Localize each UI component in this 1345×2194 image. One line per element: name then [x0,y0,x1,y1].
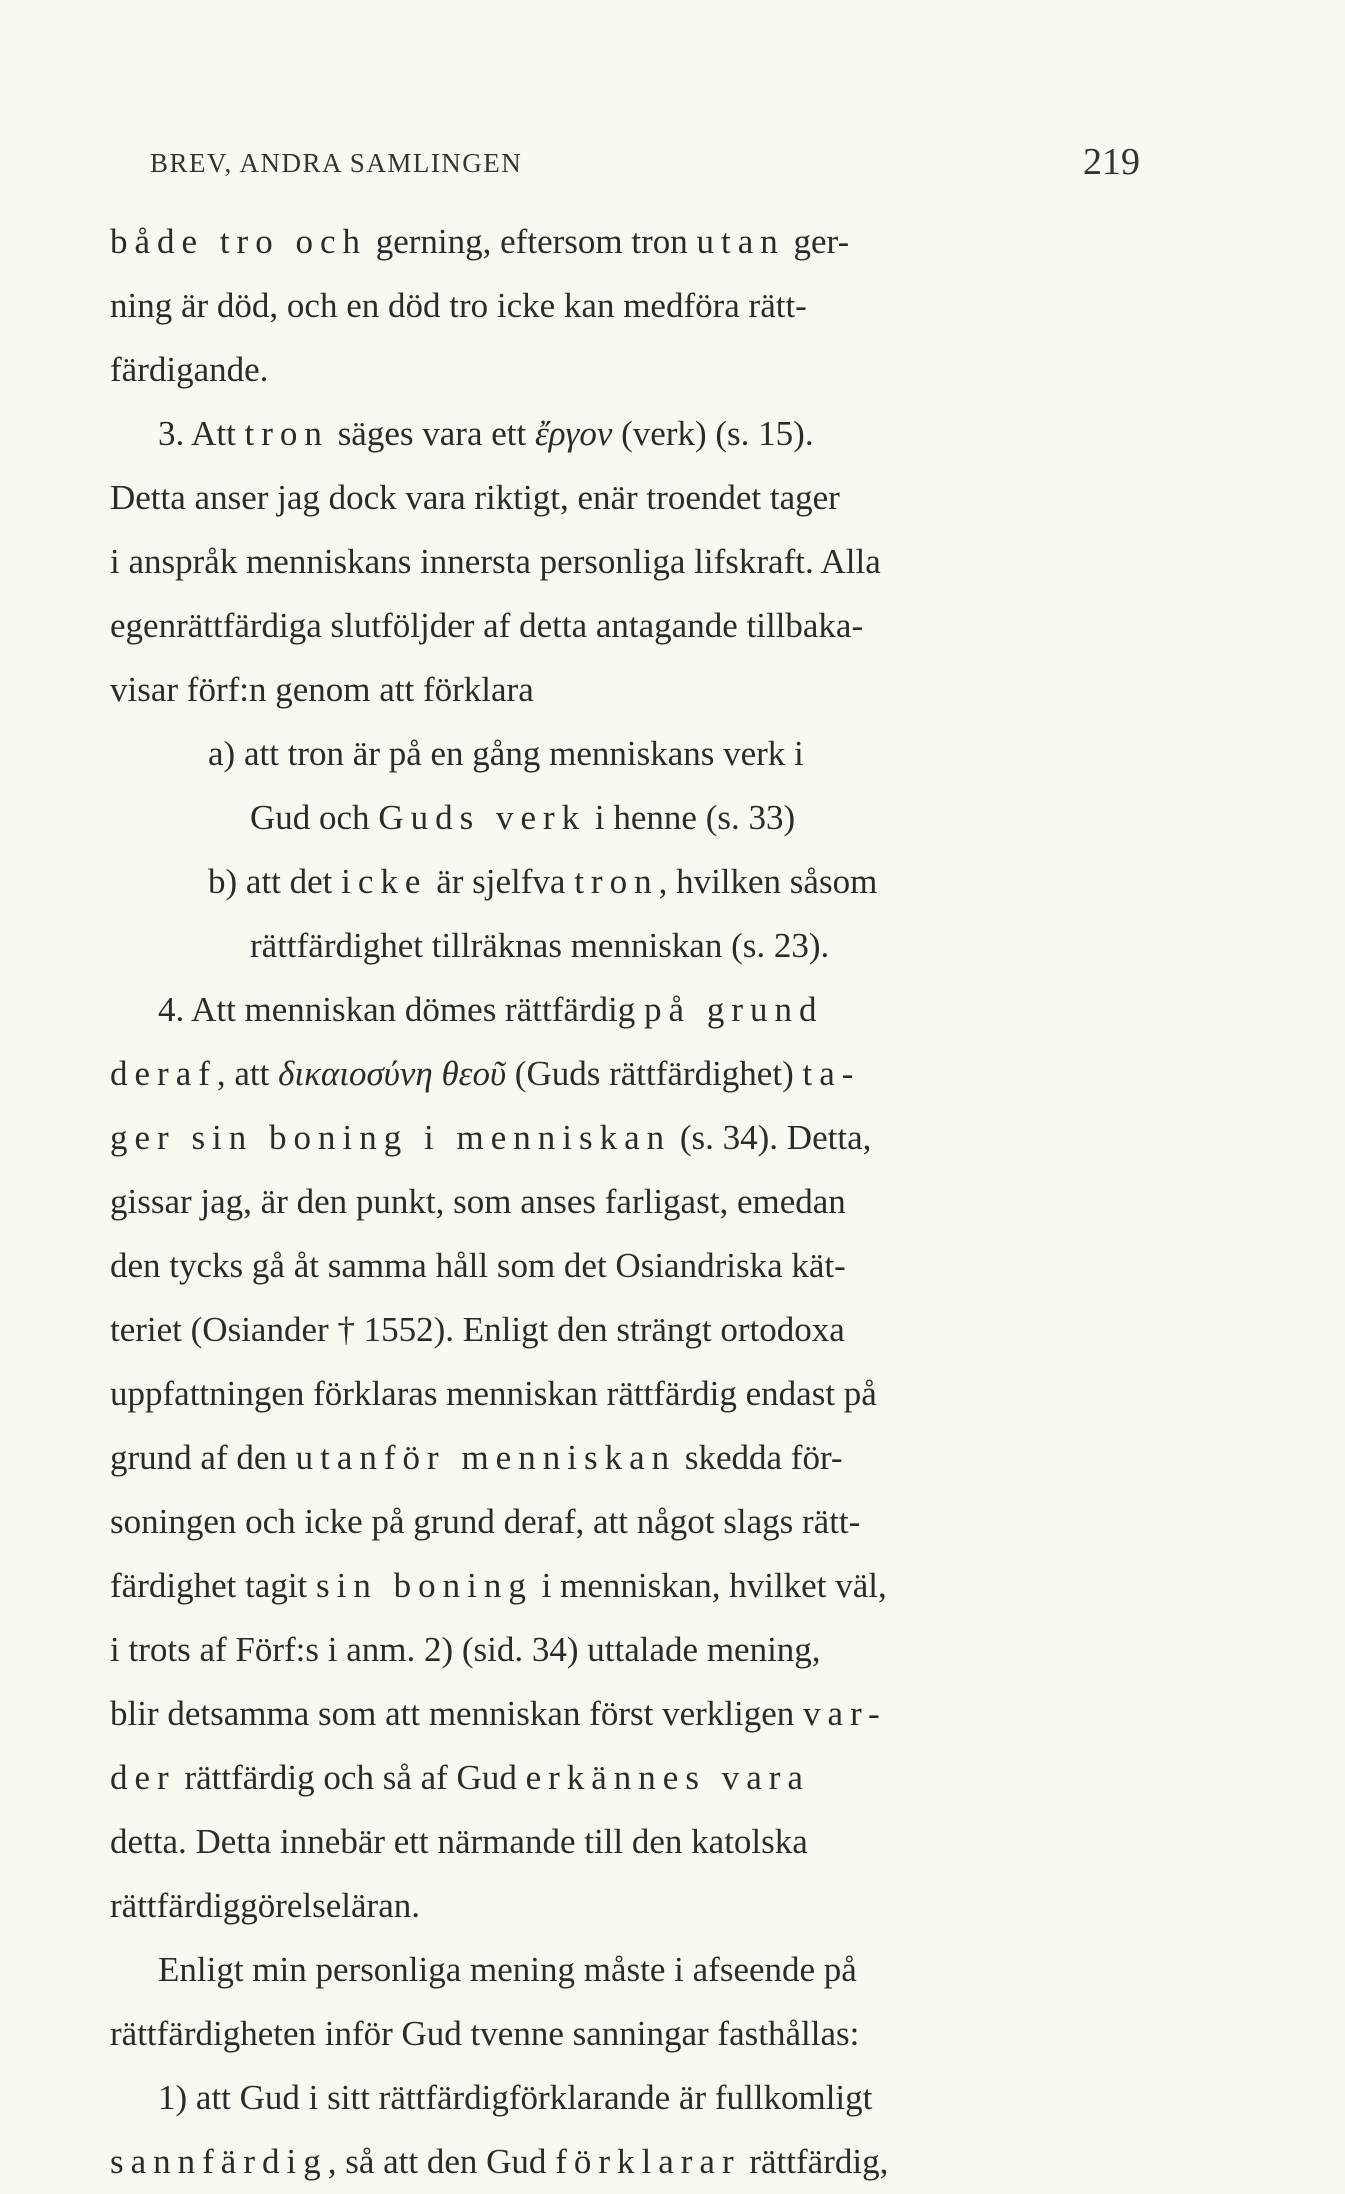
text-line: rättfärdiggörelseläran. [110,1886,420,1925]
spaced-emphasis: utanför menniskan [295,1438,677,1477]
text-line: uppfattningen förklaras menniskan rättfärdig endast på [110,1374,877,1413]
text-line: färdighet tagit sin boning i menniskan, hvilket väl, [110,1566,887,1605]
list-item-1: 1) att Gud i sitt rättfärdigförklarande är fullkomligt [158,2078,873,2117]
text-line: detta. Detta innebär ett närmande till den katolska [110,1822,808,1861]
spaced-emphasis: erkännes vara [525,1758,810,1797]
text-line: rättfärdighet tillräknas menniskan (s. 23). [250,926,830,965]
text-line: färdigande. [110,350,269,389]
spaced-emphasis: både tro och [110,222,367,261]
text-line: i anspråk menniskans innersta personliga lifskraft. Alla [110,542,881,581]
spaced-emphasis: ta- [802,1054,861,1093]
spaced-emphasis: Guds verk [378,798,587,837]
spaced-emphasis: utan [696,222,785,261]
spaced-emphasis: förklarar [555,2142,741,2181]
text-line: sannfärdig, så att den Gud förklarar rättfärdig, [110,2142,889,2181]
text-line: den tycks gå åt samma håll som det Osiandriska kät- [110,1246,846,1285]
greek-phrase: δικαιοσύνη θεοῦ [278,1054,507,1093]
text-line: deraf, att δικαιοσύνη θεοῦ (Guds rättfärdighet) ta- [110,1054,861,1093]
text-line: både tro och gerning, eftersom tron utan ger- [110,222,850,261]
spaced-emphasis: deraf [110,1054,217,1093]
text-line: visar förf:n genom att förklara [110,670,534,709]
text-line: 3. Att tron säges vara ett ἔργον (verk) (s. 15). [158,414,814,453]
spaced-emphasis: der [110,1758,176,1797]
text-line: der rättfärdig och så af Gud erkännes vara [110,1758,810,1797]
spaced-emphasis: på grund [644,990,824,1029]
text-line: Gud och Guds verk i henne (s. 33) [250,798,796,837]
page-header [150,140,1140,190]
text-line: egenrättfärdiga slutföljder af detta antagande tillbaka- [110,606,864,645]
text-line: blir detsamma som att menniskan först verkligen var- [110,1694,887,1733]
text-line: i trots af Förf:s i anm. 2) (sid. 34) uttalade mening, [110,1630,821,1669]
text-line: ning är död, och en död tro icke kan medföra rätt- [110,286,807,325]
spaced-emphasis: sannfärdig [110,2142,328,2181]
spaced-emphasis: ger sin boning i menniskan [110,1118,672,1157]
greek-word: ἔργον [534,414,613,453]
page-number: 219 [1083,141,1140,183]
body-text [110,210,1130,2194]
spaced-emphasis: tron [574,862,659,901]
spaced-emphasis: icke [341,862,428,901]
running-head: BREV, ANDRA SAMLINGEN [150,148,523,178]
text-line: rättfärdigheten inför Gud tvenne sanningar fasthållas: [110,2014,860,2053]
spaced-emphasis: tron [244,414,329,453]
spaced-emphasis: var- [803,1694,887,1733]
paragraph-start: Enligt min personliga mening måste i afseende på [158,1950,857,1989]
text-line: soningen och icke på grund deraf, att något slags rätt- [110,1502,861,1541]
spaced-emphasis: sin boning [316,1566,533,1605]
text-line: gissar jag, är den punkt, som anses farligast, emedan [110,1182,846,1221]
text-line: 4. Att menniskan dömes rättfärdig på grund [158,990,824,1029]
text-line: teriet (Osiander † 1552). Enligt den strängt ortodoxa [110,1310,845,1349]
text-line: grund af den utanför menniskan skedda för- [110,1438,843,1477]
list-item-a: a) att tron är på en gång menniskans verk i [208,734,804,773]
list-item-b: b) att det icke är sjelfva tron, hvilken såsom [208,862,878,901]
text-line: Detta anser jag dock vara riktigt, enär troendet tager [110,478,840,517]
text-line: ger sin boning i menniskan (s. 34). Detta, [110,1118,872,1157]
